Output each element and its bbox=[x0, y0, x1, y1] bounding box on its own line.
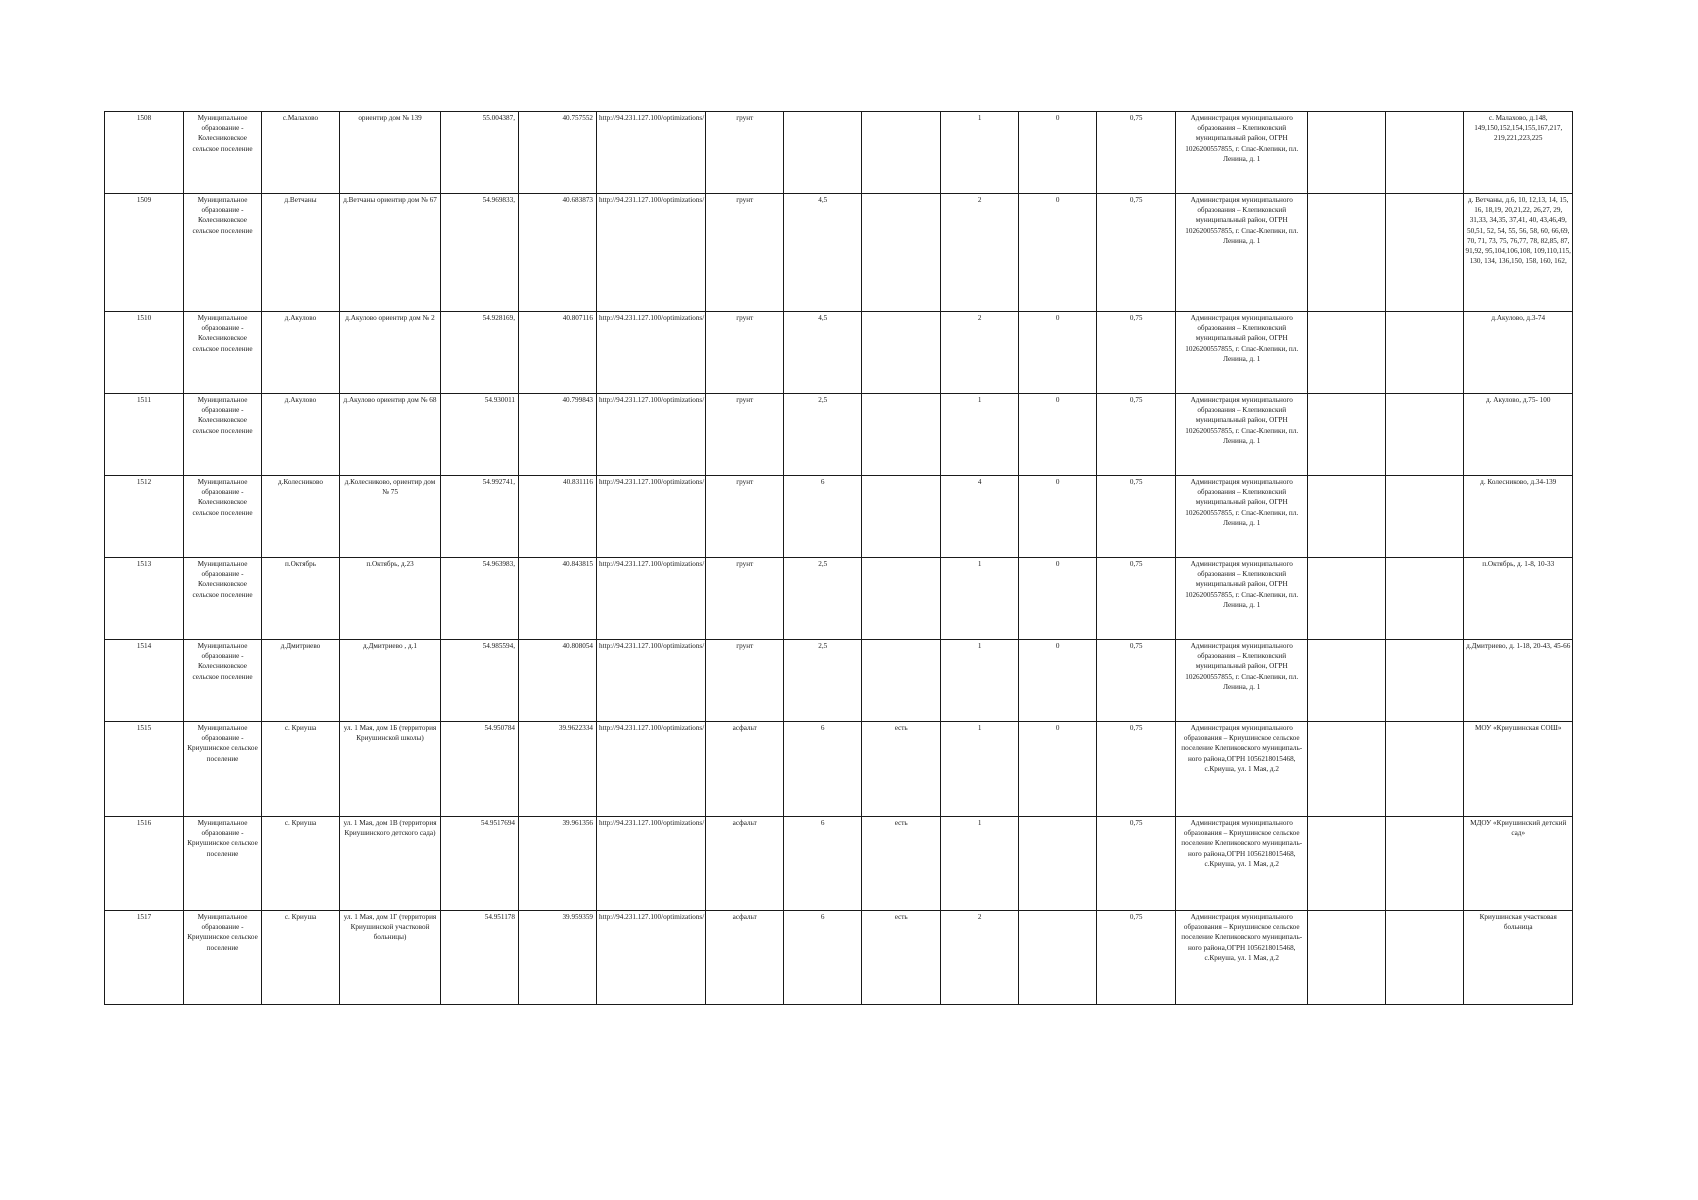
latitude-cell: 54.930011 bbox=[441, 394, 519, 476]
map-link-cell: http://94.231.127.100/optimizations/ bbox=[597, 112, 706, 194]
owner-cell: Администрация муниципального образования – Клепиковский муниципальный район, ОГРН 1026200557855, г. Спас-Клепики, пл. Ленина, д. 1 bbox=[1176, 194, 1308, 312]
area-cell: 2,5 bbox=[784, 394, 862, 476]
latitude-cell: 54.969833, bbox=[441, 194, 519, 312]
extra-cell-1 bbox=[1308, 558, 1386, 640]
fence-cell: есть bbox=[862, 817, 941, 911]
settlement-cell: д.Акулово bbox=[262, 312, 340, 394]
surface-cell: грунт bbox=[706, 112, 784, 194]
area-cell: 6 bbox=[784, 911, 862, 1005]
bunkers-cell: 0 bbox=[1019, 312, 1097, 394]
settlement-cell: д.Колесниково bbox=[262, 476, 340, 558]
owner-cell: Администрация муниципального образования – Клепиковский муниципальный район, ОГРН 1026200557855, г. Спас-Клепики, пл. Ленина, д. 1 bbox=[1176, 558, 1308, 640]
containers-cell: 2 bbox=[941, 312, 1019, 394]
containers-cell: 1 bbox=[941, 394, 1019, 476]
bunkers-cell: 0 bbox=[1019, 476, 1097, 558]
table-row bbox=[105, 476, 1573, 558]
bunkers-cell: 0 bbox=[1019, 394, 1097, 476]
location-cell: д.Ветчаны ориентир дом № 67 bbox=[340, 194, 441, 312]
settlement-cell: д.Дмитриево bbox=[262, 640, 340, 722]
extra-cell-2 bbox=[1386, 640, 1464, 722]
extra-cell-2 bbox=[1386, 911, 1464, 1005]
bunkers-cell bbox=[1019, 817, 1097, 911]
longitude-cell: 40.683873 bbox=[519, 194, 597, 312]
longitude-cell: 40.757552 bbox=[519, 112, 597, 194]
row-number: 1508 bbox=[105, 112, 184, 194]
table-row bbox=[105, 722, 1573, 817]
extra-cell-1 bbox=[1308, 640, 1386, 722]
extra-cell-2 bbox=[1386, 312, 1464, 394]
surface-cell: асфальт bbox=[706, 817, 784, 911]
table-row bbox=[105, 911, 1573, 1005]
owner-cell: Администрация муниципального образования – Клепиковский муниципальный район, ОГРН 1026200557855, г. Спас-Клепики, пл. Ленина, д. 1 bbox=[1176, 640, 1308, 722]
extra-cell-2 bbox=[1386, 722, 1464, 817]
bunkers-cell: 0 bbox=[1019, 722, 1097, 817]
latitude-cell: 54.928169, bbox=[441, 312, 519, 394]
extra-cell-1 bbox=[1308, 112, 1386, 194]
surface-cell: грунт bbox=[706, 394, 784, 476]
settlement-cell: д.Акулово bbox=[262, 394, 340, 476]
volume-cell: 0,75 bbox=[1097, 476, 1176, 558]
extra-cell-2 bbox=[1386, 817, 1464, 911]
waste-sources-cell bbox=[1464, 640, 1573, 722]
municipality-cell: Муниципальное образование - Колесниковское сельское поселение bbox=[184, 558, 262, 640]
extra-cell-1 bbox=[1308, 312, 1386, 394]
longitude-cell: 39.9622334 bbox=[519, 722, 597, 817]
waste-sources-cell: п.Октябрь, д. 1-8, 10-33 bbox=[1464, 558, 1573, 640]
bunkers-cell: 0 bbox=[1019, 640, 1097, 722]
owner-cell: Администрация муниципального образования – Клепиковский муниципальный район, ОГРН 1026200557855, г. Спас-Клепики, пл. Ленина, д. 1 bbox=[1176, 112, 1308, 194]
owner-cell: Администрация муниципального образования – Клепиковский муниципальный район, ОГРН 1026200557855, г. Спас-Клепики, пл. Ленина, д. 1 bbox=[1176, 312, 1308, 394]
settlement-cell: с. Криуша bbox=[262, 911, 340, 1005]
longitude-cell: 40.799843 bbox=[519, 394, 597, 476]
containers-cell: 4 bbox=[941, 476, 1019, 558]
owner-cell: Администрация муниципального образования – Клепиковский муниципальный район, ОГРН 1026200557855, г. Спас-Клепики, пл. Ленина, д. 1 bbox=[1176, 394, 1308, 476]
municipality-cell: Муниципальное образование - Колесниковское сельское поселение bbox=[184, 194, 262, 312]
bunkers-cell: 0 bbox=[1019, 194, 1097, 312]
latitude-cell: 54.9517694 bbox=[441, 817, 519, 911]
row-number: 1514 bbox=[105, 640, 184, 722]
row-number: 1516 bbox=[105, 817, 184, 911]
row-number: 1512 bbox=[105, 476, 184, 558]
extra-cell-1 bbox=[1308, 817, 1386, 911]
extra-cell-1 bbox=[1308, 194, 1386, 312]
longitude-cell: 40.808054 bbox=[519, 640, 597, 722]
surface-cell: грунт bbox=[706, 194, 784, 312]
map-link-cell: http://94.231.127.100/optimizations/ bbox=[597, 558, 706, 640]
surface-cell: грунт bbox=[706, 312, 784, 394]
fence-cell: есть bbox=[862, 911, 941, 1005]
surface-cell: грунт bbox=[706, 640, 784, 722]
area-cell: 6 bbox=[784, 817, 862, 911]
bunkers-cell: 0 bbox=[1019, 558, 1097, 640]
volume-cell: 0,75 bbox=[1097, 817, 1176, 911]
volume-cell: 0,75 bbox=[1097, 558, 1176, 640]
longitude-cell: 40.831116 bbox=[519, 476, 597, 558]
municipality-cell: Муниципальное образование - Криушинское сельское поселение bbox=[184, 722, 262, 817]
map-link-cell: http://94.231.127.100/optimizations/ bbox=[597, 911, 706, 1005]
fence-cell bbox=[862, 394, 941, 476]
area-cell: 6 bbox=[784, 722, 862, 817]
table-row bbox=[105, 640, 1573, 722]
containers-cell: 1 bbox=[941, 817, 1019, 911]
settlement-cell: с. Криуша bbox=[262, 817, 340, 911]
volume-cell: 0,75 bbox=[1097, 640, 1176, 722]
map-link-cell: http://94.231.127.100/optimizations/ bbox=[597, 394, 706, 476]
waste-sources-cell: МДОУ «Криушинский детский сад» bbox=[1464, 817, 1573, 911]
containers-cell: 1 bbox=[941, 558, 1019, 640]
owner-cell: Администрация муниципального образования – Криушинское сельское поселение Клепиковского муниципаль- ного района,ОГРН 1056218015468, с.Криуша, ул. 1 Мая, д.2 bbox=[1176, 722, 1308, 817]
area-cell: 2,5 bbox=[784, 640, 862, 722]
longitude-cell: 39.961356 bbox=[519, 817, 597, 911]
row-number: 1517 bbox=[105, 911, 184, 1005]
latitude-cell: 55.004387, bbox=[441, 112, 519, 194]
area-cell: 6 bbox=[784, 476, 862, 558]
table-row bbox=[105, 194, 1573, 312]
volume-cell: 0,75 bbox=[1097, 394, 1176, 476]
volume-cell: 0,75 bbox=[1097, 194, 1176, 312]
municipality-cell: Муниципальное образование - Колесниковское сельское поселение bbox=[184, 476, 262, 558]
fence-cell bbox=[862, 312, 941, 394]
volume-cell: 0,75 bbox=[1097, 112, 1176, 194]
bunkers-cell bbox=[1019, 911, 1097, 1005]
waste-sources-cell: Криушинская участковая больница bbox=[1464, 911, 1573, 1005]
row-number: 1515 bbox=[105, 722, 184, 817]
area-cell: 4,5 bbox=[784, 194, 862, 312]
extra-cell-2 bbox=[1386, 476, 1464, 558]
owner-cell: Администрация муниципального образования – Криушинское сельское поселение Клепиковского муниципаль- ного района,ОГРН 1056218015468, с.Криуша, ул. 1 Мая, д.2 bbox=[1176, 911, 1308, 1005]
map-link-cell: http://94.231.127.100/optimizations/ bbox=[597, 312, 706, 394]
volume-cell: 0,75 bbox=[1097, 911, 1176, 1005]
surface-cell: грунт bbox=[706, 476, 784, 558]
registry-table bbox=[104, 111, 1573, 1005]
location-cell: ориентир дом № 139 bbox=[340, 112, 441, 194]
waste-sources-cell: д. Акулово, д.75- 100 bbox=[1464, 394, 1573, 476]
latitude-cell: 54.951178 bbox=[441, 911, 519, 1005]
area-cell bbox=[784, 112, 862, 194]
waste-sources-cell: д. Колесниково, д.34-139 bbox=[1464, 476, 1573, 558]
municipality-cell: Муниципальное образование - Колесниковское сельское поселение bbox=[184, 640, 262, 722]
latitude-cell: 54.992741, bbox=[441, 476, 519, 558]
fence-cell bbox=[862, 640, 941, 722]
waste-sources-text: д.Дмитриево, д. 1-18, 20-43, 45-66 bbox=[1466, 642, 1571, 650]
location-cell: п.Октябрь, д.23 bbox=[340, 558, 441, 640]
extra-cell-2 bbox=[1386, 394, 1464, 476]
containers-cell: 1 bbox=[941, 640, 1019, 722]
location-cell: ул. 1 Мая, дом 1В (территория Криушинского детского сада) bbox=[340, 817, 441, 911]
latitude-cell: 54.963983, bbox=[441, 558, 519, 640]
map-link-cell: http://94.231.127.100/optimizations/ bbox=[597, 817, 706, 911]
latitude-cell: 54.985594, bbox=[441, 640, 519, 722]
waste-sources-cell: МОУ «Криушинская СОШ» bbox=[1464, 722, 1573, 817]
containers-cell: 2 bbox=[941, 911, 1019, 1005]
municipality-cell: Муниципальное образование - Колесниковское сельское поселение bbox=[184, 312, 262, 394]
waste-sources-cell: с. Малахово, д.148, 149,150,152,154,155,167,217, 219,221,223,225 bbox=[1464, 112, 1573, 194]
longitude-cell: 39.959359 bbox=[519, 911, 597, 1005]
map-link-cell: http://94.231.127.100/optimizations/ bbox=[597, 640, 706, 722]
containers-cell: 2 bbox=[941, 194, 1019, 312]
location-cell: ул. 1 Мая, дом 1Б (территория Криушинской школы) bbox=[340, 722, 441, 817]
table-row bbox=[105, 112, 1573, 194]
table-row bbox=[105, 558, 1573, 640]
fence-cell bbox=[862, 194, 941, 312]
extra-cell-1 bbox=[1308, 722, 1386, 817]
owner-cell: Администрация муниципального образования – Криушинское сельское поселение Клепиковского муниципаль- ного района,ОГРН 1056218015468, с.Криуша, ул. 1 Мая, д.2 bbox=[1176, 817, 1308, 911]
table-row bbox=[105, 394, 1573, 476]
volume-cell: 0,75 bbox=[1097, 312, 1176, 394]
fence-cell: есть bbox=[862, 722, 941, 817]
settlement-cell: д.Ветчаны bbox=[262, 194, 340, 312]
row-number: 1513 bbox=[105, 558, 184, 640]
fence-cell bbox=[862, 558, 941, 640]
table-row bbox=[105, 817, 1573, 911]
settlement-cell: п.Октябрь bbox=[262, 558, 340, 640]
location-cell: д.Дмитриево , д.1 bbox=[340, 640, 441, 722]
location-cell: д.Колесниково, ориентир дом № 75 bbox=[340, 476, 441, 558]
latitude-cell: 54.950784 bbox=[441, 722, 519, 817]
extra-cell-1 bbox=[1308, 476, 1386, 558]
table-row bbox=[105, 312, 1573, 394]
municipality-cell: Муниципальное образование - Криушинское сельское поселение bbox=[184, 911, 262, 1005]
row-number: 1510 bbox=[105, 312, 184, 394]
volume-cell: 0,75 bbox=[1097, 722, 1176, 817]
extra-cell-1 bbox=[1308, 911, 1386, 1005]
municipality-cell: Муниципальное образование - Криушинское сельское поселение bbox=[184, 817, 262, 911]
extra-cell-1 bbox=[1308, 394, 1386, 476]
extra-cell-2 bbox=[1386, 558, 1464, 640]
surface-cell: грунт bbox=[706, 558, 784, 640]
surface-cell: асфальт bbox=[706, 722, 784, 817]
settlement-cell: с. Криуша bbox=[262, 722, 340, 817]
waste-sources-cell: д.Акулово, д.3-74 bbox=[1464, 312, 1573, 394]
fence-cell bbox=[862, 476, 941, 558]
owner-cell: Администрация муниципального образования – Клепиковский муниципальный район, ОГРН 1026200557855, г. Спас-Клепики, пл. Ленина, д. 1 bbox=[1176, 476, 1308, 558]
fence-cell bbox=[862, 112, 941, 194]
settlement-cell: с.Малахово bbox=[262, 112, 340, 194]
location-cell: д.Акулово ориентир дом № 2 bbox=[340, 312, 441, 394]
longitude-cell: 40.807116 bbox=[519, 312, 597, 394]
containers-cell: 1 bbox=[941, 722, 1019, 817]
location-cell: ул. 1 Мая, дом 1Г (территория Криушинской участковой больницы) bbox=[340, 911, 441, 1005]
municipality-cell: Муниципальное образование - Колесниковское сельское поселение bbox=[184, 394, 262, 476]
municipality-cell: Муниципальное образование - Колесниковское сельское поселение bbox=[184, 112, 262, 194]
location-cell: д.Акулово ориентир дом № 68 bbox=[340, 394, 441, 476]
row-number: 1509 bbox=[105, 194, 184, 312]
map-link-cell: http://94.231.127.100/optimizations/ bbox=[597, 194, 706, 312]
row-number: 1511 bbox=[105, 394, 184, 476]
containers-cell: 1 bbox=[941, 112, 1019, 194]
waste-sources-cell: д. Ветчаны, д.6, 10, 12,13, 14, 15, 16, 18,19, 20,21,22, 26,27, 29, 31,33, 34,35, 37,41, 40, 43,46,49, 50,51, 52, 54, 55, 56, 58, 60, 66,69, 70, 71, 73, 75, 76,77, 78, 82,85, 87, 91,92, 95,104,106,108, 109,110,115, 130, 134, 136,150, 158, 160, 162, bbox=[1464, 194, 1573, 312]
extra-cell-2 bbox=[1386, 194, 1464, 312]
extra-cell-2 bbox=[1386, 112, 1464, 194]
area-cell: 4,5 bbox=[784, 312, 862, 394]
surface-cell: асфальт bbox=[706, 911, 784, 1005]
map-link-cell: http://94.231.127.100/optimizations/ bbox=[597, 722, 706, 817]
map-link-cell: http://94.231.127.100/optimizations/ bbox=[597, 476, 706, 558]
area-cell: 2,5 bbox=[784, 558, 862, 640]
longitude-cell: 40.843815 bbox=[519, 558, 597, 640]
bunkers-cell: 0 bbox=[1019, 112, 1097, 194]
